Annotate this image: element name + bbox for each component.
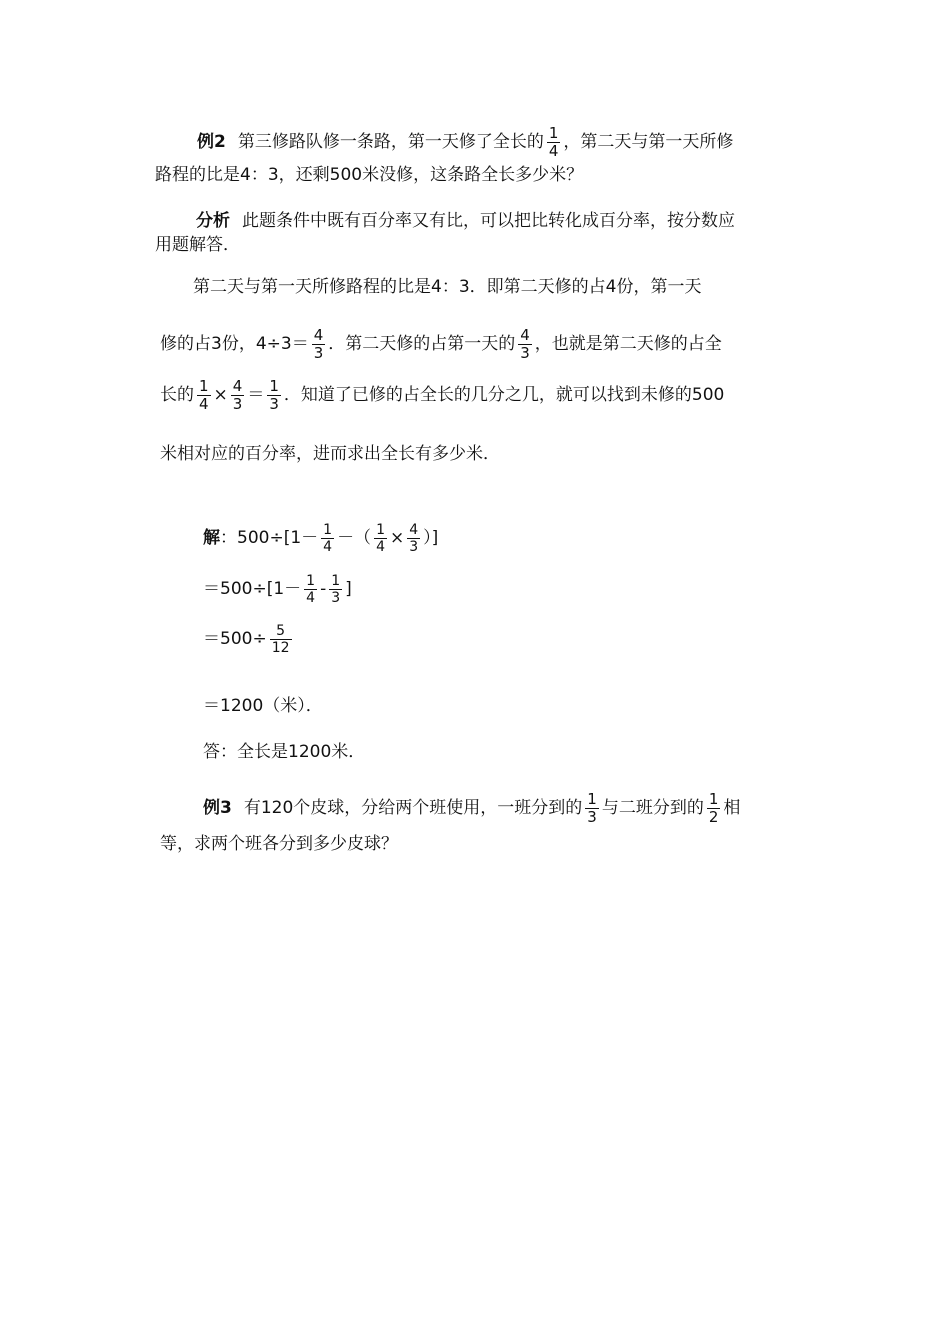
analysis-text: 米相对应的百分率，进而求出全长有多少米． (160, 444, 500, 464)
analysis-para-line4 (160, 446, 500, 463)
fraction: $\frac{1}{4}$ (323, 522, 333, 555)
minus-sign: - (320, 579, 327, 600)
analysis-para-line1 (193, 279, 701, 296)
fraction: $\frac{4}{3}$ (232, 377, 243, 413)
analysis-text: ．第二天修的占第一天的 (328, 334, 516, 355)
solution-text: －（ (337, 528, 372, 549)
analysis-text: 第二天与第一天所修路程的比是4：3．即第二天修的占4份，第一天 (193, 277, 702, 297)
example3-line2 (160, 836, 398, 853)
solution-text: ＝1200（米）． (203, 696, 323, 716)
example2-text: 第三修路队修一条路，第一天修了全长的 (237, 132, 544, 153)
fraction: $\frac{1}{3}$ (269, 377, 279, 413)
example2-text: 路程的比是4：3，还剩500米没修，这条路全长多少米？ (155, 165, 584, 185)
fraction: $\frac{4}{3}$ (520, 326, 530, 362)
example2-line2 (155, 167, 583, 184)
fraction: $\frac{1}{3}$ (331, 573, 341, 606)
solution-text: ：500÷[1－ (220, 528, 319, 549)
fraction: $\frac{1}{4}$ (199, 377, 209, 413)
example3-line1 (203, 792, 740, 826)
fraction: $\frac{4}{3}$ (313, 326, 324, 362)
solution-step2 (203, 574, 352, 605)
analysis-tag: 分析 (196, 211, 230, 231)
analysis-text: ，也就是第二天修的占全 (534, 334, 722, 355)
solution-text: ）] (423, 528, 439, 549)
analysis-text: 此题条件中既有百分率又有比，可以把比转化成百分率，按分数应 (242, 211, 735, 231)
analysis-text: 修的占3份，4÷3＝ (160, 334, 309, 355)
fraction: $\frac{5}{12}$ (271, 623, 290, 656)
example3-text: 有120个皮球，分给两个班使用，一班分到的 (243, 798, 583, 819)
example3-text: 与二班分到的 (601, 798, 704, 819)
solution-answer (203, 744, 365, 761)
solution-tag: 解 (203, 528, 220, 549)
example2-text: ，第二天与第一天所修 (563, 132, 734, 153)
solution-text: ＝500÷ (203, 629, 267, 650)
example2-line1 (197, 126, 733, 160)
times-sign: × (213, 385, 228, 406)
analysis-para-line2 (160, 328, 722, 362)
equals-sign: ＝ (247, 385, 265, 406)
solution-step4 (203, 698, 323, 715)
solution-step1 (203, 523, 438, 554)
analysis-line1 (196, 213, 735, 230)
analysis-text: ．知道了已修的占全长的几分之几，就可以找到未修的500 (283, 385, 725, 406)
solution-text: ＝500÷[1－ (203, 579, 302, 600)
analysis-line2 (155, 237, 240, 254)
fraction: $\frac{4}{3}$ (409, 522, 419, 555)
example3-text: 等，求两个班各分到多少皮球？ (160, 834, 398, 854)
analysis-text: 用题解答． (155, 235, 240, 255)
fraction: $\frac{1}{4}$ (376, 522, 385, 555)
example3-tag: 例3 (203, 798, 232, 819)
analysis-para-line3 (160, 379, 724, 413)
answer-text: 答：全长是1200米． (203, 742, 366, 762)
analysis-text: 长的 (160, 385, 194, 406)
times-sign: × (389, 528, 405, 549)
fraction: $\frac{1}{2}$ (708, 790, 719, 826)
fraction: $\frac{1}{4}$ (548, 124, 559, 160)
example3-text: 相 (723, 798, 741, 819)
solution-step3 (203, 624, 295, 655)
example2-tag: 例2 (197, 132, 226, 153)
fraction: $\frac{1}{3}$ (587, 790, 597, 826)
fraction: $\frac{1}{4}$ (306, 573, 316, 606)
solution-text: ] (345, 579, 352, 600)
